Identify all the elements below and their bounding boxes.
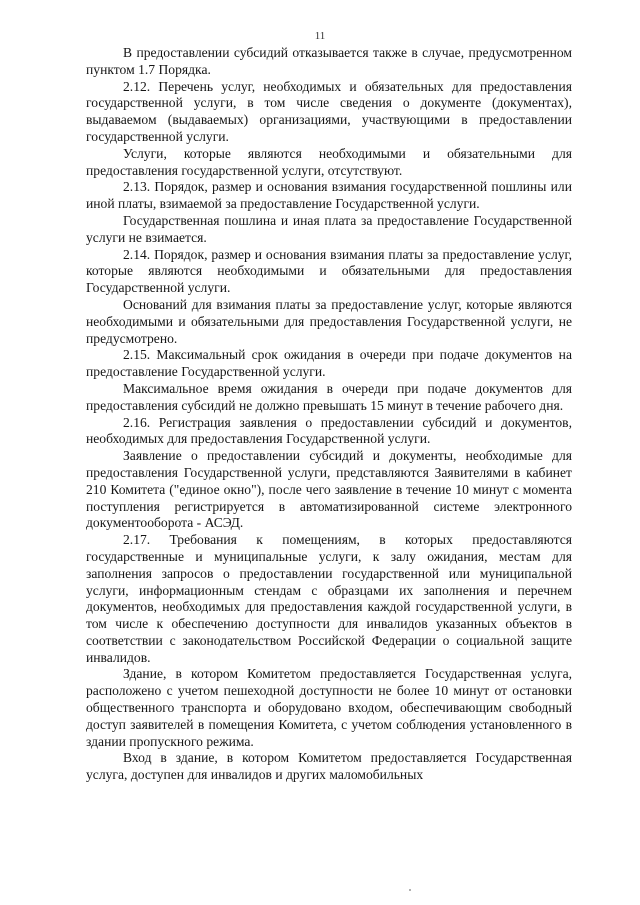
document-body	[86, 45, 572, 784]
scan-speck	[409, 889, 411, 891]
paragraph: 2.15. Максимальный срок ожидания в очереди при подаче документов на предоставление Государственной услуги.	[86, 347, 572, 380]
paragraph: В предоставлении субсидий отказывается также в случае, предусмотренном пунктом 1.7 Порядка.	[86, 45, 572, 77]
paragraph: 2.17. Требования к помещениям, в которых предоставляются государственные и муниципальные услуги, к залу ожидания, местам для заполнения запросов о предоставлении государственной или муниципальной услуги, информационным стендам с образцами их заполнения и перечнем документов, необходимых для предоставления каждой государственной услуги, в том числе к обеспечению доступности для инвалидов указанных объектов в соответствии с законодательством Российской Федерации о социальной защите инвалидов.	[86, 532, 572, 665]
paragraph: 2.14. Порядок, размер и основания взимания платы за предоставление услуг, которые являются необходимыми и обязательными для предоставления Государственной услуги.	[86, 246, 572, 296]
paragraph: 2.13. Порядок, размер и основания взимания государственной пошлины или иной платы, взимаемой за предоставление Государственной услуги.	[86, 179, 572, 212]
paragraph: 2.12. Перечень услуг, необходимых и обязательных для предоставления государственной услуги, в том числе сведения о документе (документах), выдаваемом (выдаваемых) организациями, участвующими в предоставлении государственной услуги.	[86, 78, 572, 144]
paragraph: Государственная пошлина и иная плата за предоставление Государственной услуги не взимается.	[86, 212, 572, 245]
paragraph: Вход в здание, в котором Комитетом предоставляется Государственная услуга, доступен для инвалидов и других маломобильных	[86, 750, 572, 783]
paragraph: Услуги, которые являются необходимыми и обязательными для предоставления государственной услуги, отсутствуют.	[86, 145, 572, 178]
page-number: 11	[314, 30, 326, 42]
paragraph: Здание, в котором Комитетом предоставляется Государственная услуга, расположено с учетом пешеходной доступности не более 10 минут от остановки общественного транспорта и оборудовано входом, обеспечивающим свободный доступ заявителей в помещения Комитета, с учетом соблюдения установленного в здании пропускного режима.	[86, 666, 572, 749]
paragraph: 2.16. Регистрация заявления о предоставлении субсидий и документов, необходимых для предоставления Государственной услуги.	[86, 414, 572, 447]
paragraph: Оснований для взимания платы за предоставление услуг, которые являются необходимыми и обязательными для предоставления Государственной услуги, не предусмотрено.	[86, 296, 572, 346]
paragraph: Максимальное время ожидания в очереди при подаче документов для предоставления субсидий не должно превышать 15 минут в течение рабочего дня.	[86, 380, 572, 413]
paragraph: Заявление о предоставлении субсидий и документы, необходимые для предоставления Государственной услуги, представляются Заявителями в кабинет 210 Комитета ("единое окно"), после чего заявление в течение 10 минут с момента поступления регистрируется в автоматизированной системе электронного документооборота - АСЭД.	[86, 448, 572, 531]
